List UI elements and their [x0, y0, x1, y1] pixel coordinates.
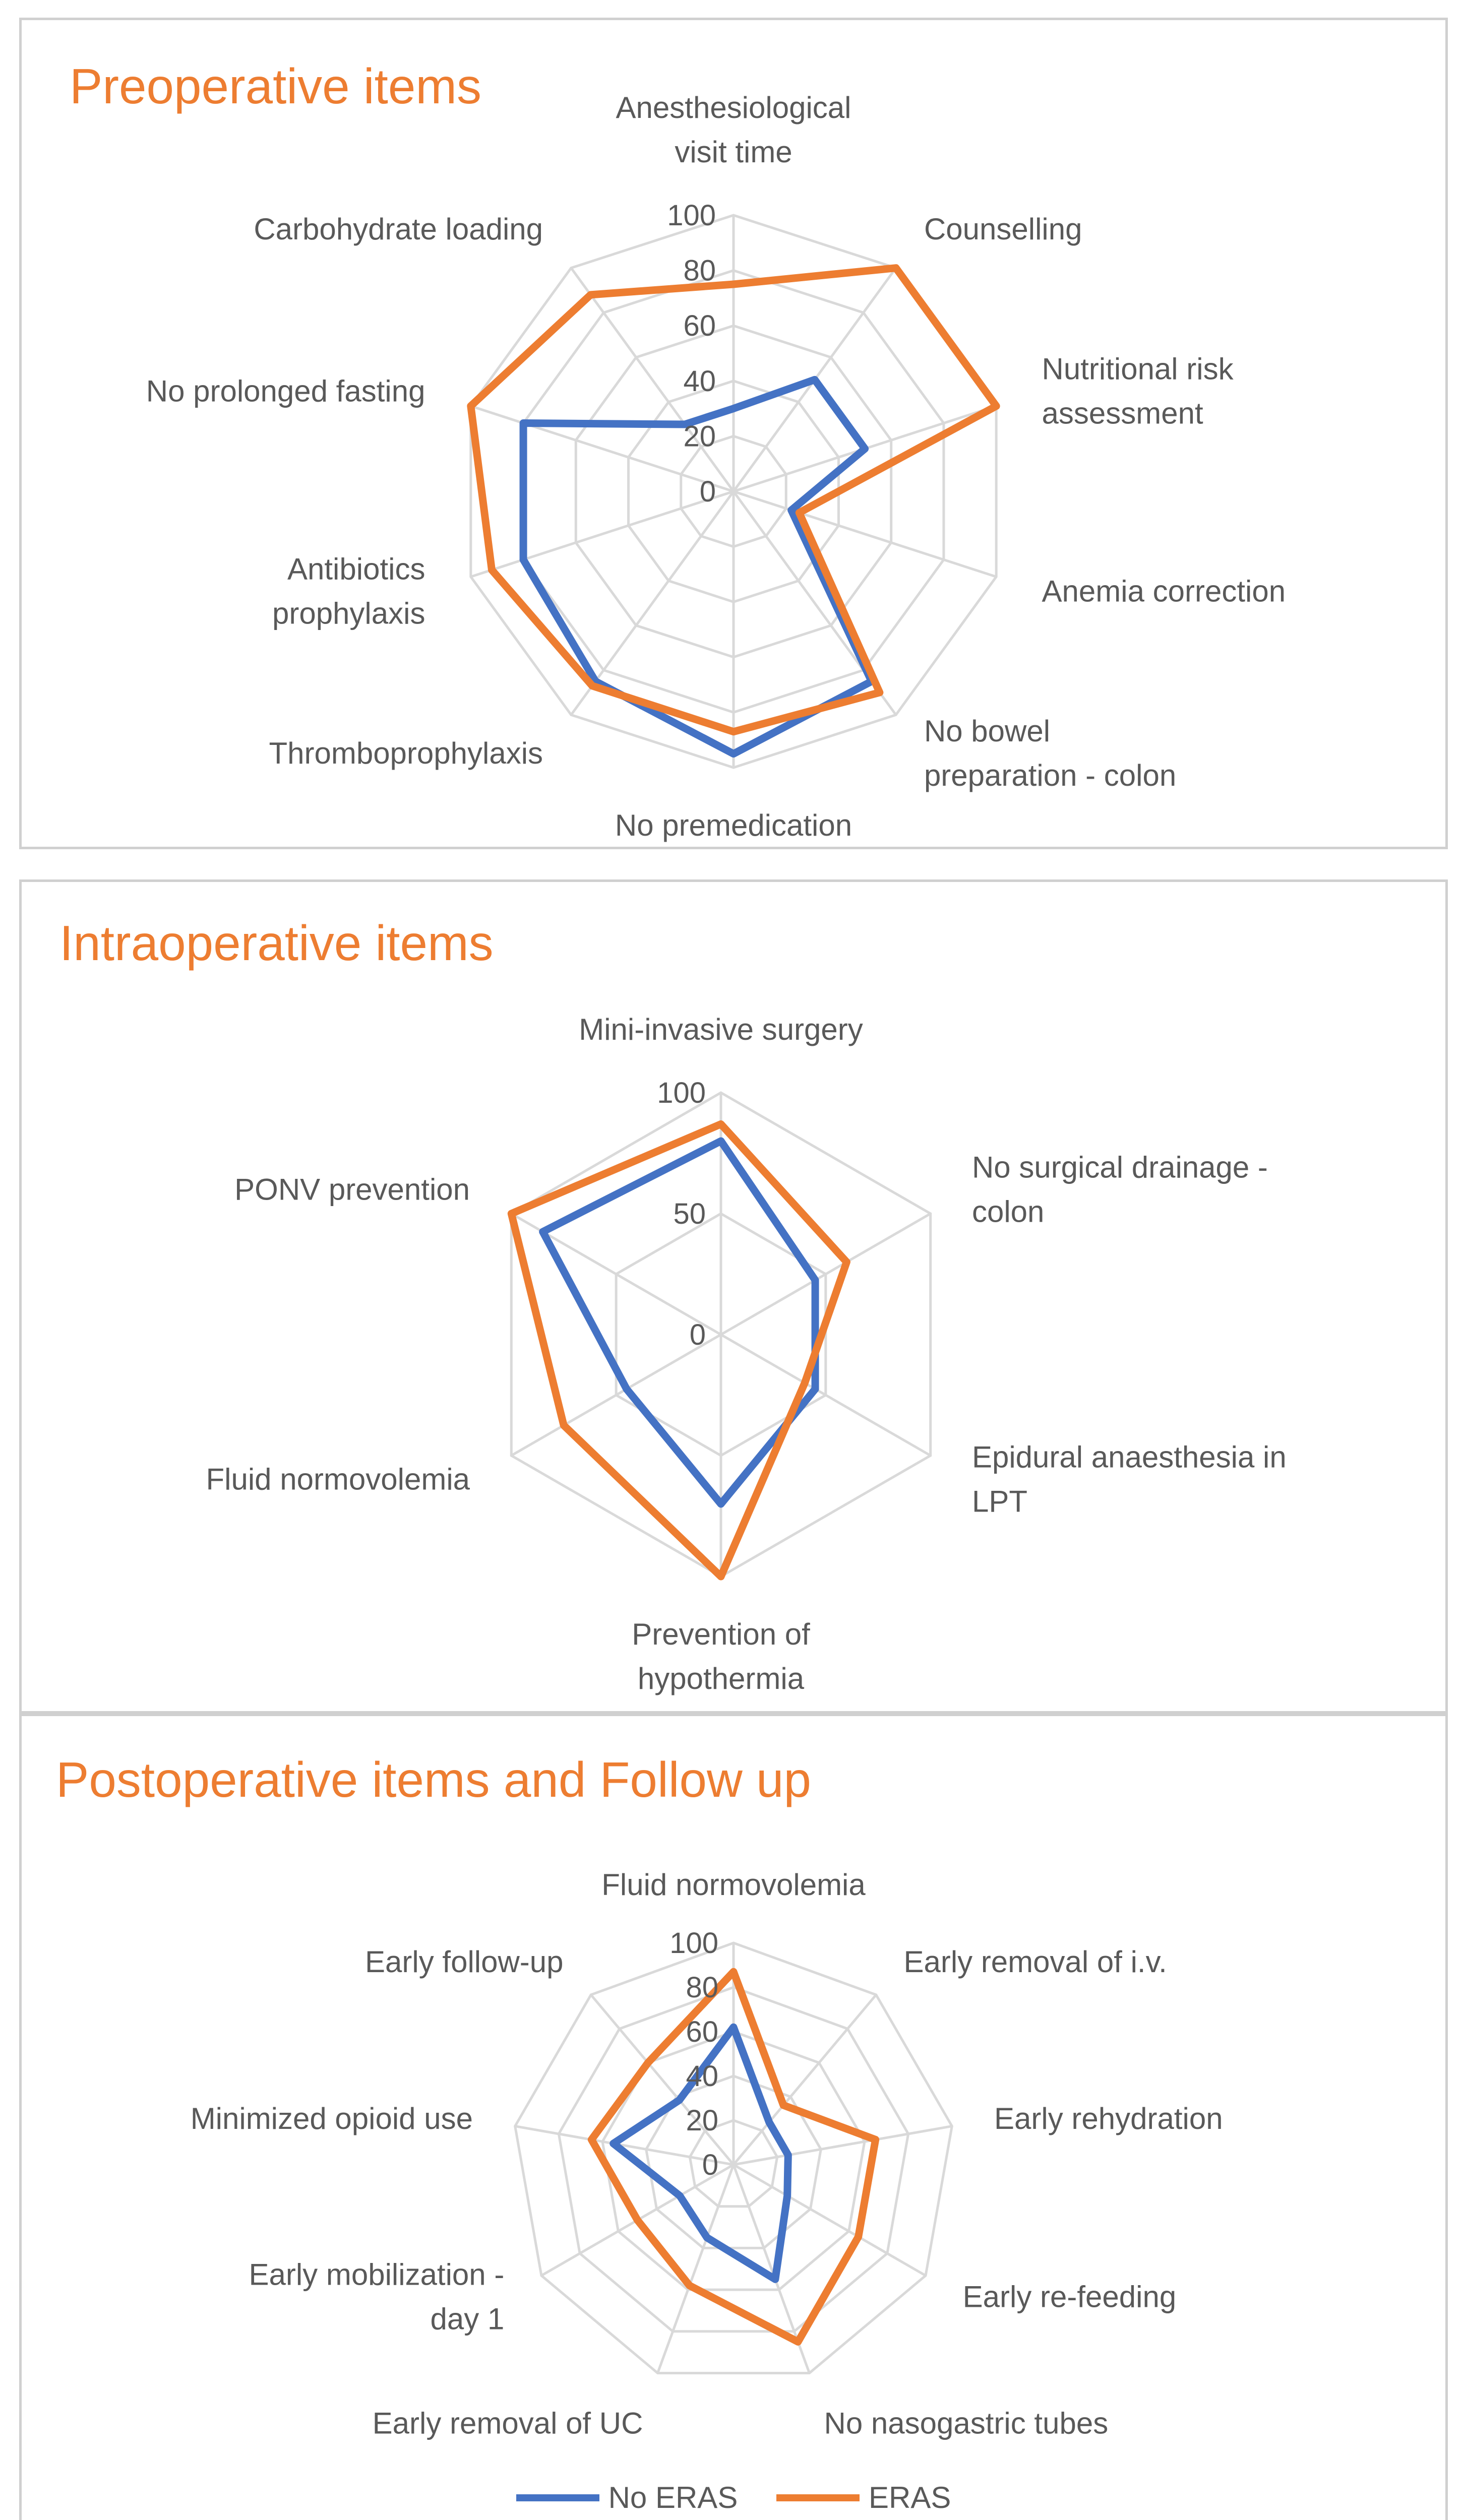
intraoperative-radar-chart [22, 882, 1450, 1716]
category-label-line: PONV prevention [234, 1172, 470, 1207]
tick-label: 60 [686, 2015, 718, 2048]
category-label-fluid-normovolemia [206, 1463, 470, 1496]
category-label-early-removal-of-i-v [903, 1945, 1167, 1979]
category-label-line: Anemia correction [1042, 574, 1286, 608]
category-label-line: hypothermia [637, 1662, 805, 1695]
tick-label: 40 [683, 364, 716, 398]
category-label-early-rehydration [994, 2102, 1223, 2135]
postoperative-panel [19, 1714, 1448, 2520]
grid-spoke [734, 491, 996, 577]
category-label-no-premedication [615, 808, 852, 842]
legend-item-eras [776, 2480, 951, 2515]
grid-spoke [734, 2126, 952, 2165]
tick-label: 100 [667, 199, 716, 232]
category-label-anesthesiological-visit-time [616, 91, 851, 169]
intraoperative-title: Intraoperative items [59, 915, 494, 971]
grid-spoke [734, 2165, 926, 2276]
category-label-line: LPT [971, 1484, 1028, 1519]
category-label-line: Early removal of UC [372, 2406, 643, 2440]
legend-label-eras: ERAS [869, 2481, 951, 2514]
category-label-counselling [924, 212, 1082, 246]
category-label-anemia-correction [1042, 575, 1286, 608]
category-label-nutritional-risk-assessment [1042, 352, 1234, 430]
category-label-line: No prolonged fasting [146, 374, 425, 408]
category-label-no-nasogastric-tubes [824, 2406, 1109, 2440]
category-label-line: assessment [1042, 396, 1203, 430]
tick-label: 20 [686, 2104, 718, 2137]
category-label-minimized-opioid-use [191, 2102, 473, 2135]
category-label-line: Nutritional risk [1042, 352, 1234, 386]
tick-label: 80 [686, 1971, 718, 2004]
tick-label: 0 [702, 2149, 718, 2181]
category-label-line: Early mobilization - [249, 2257, 505, 2292]
category-label-line: Minimized opioid use [190, 2101, 473, 2135]
category-label-antibiotics-prophylaxis [272, 552, 425, 631]
category-label-line: Early removal of i.v. [903, 1944, 1167, 1979]
category-label-no-surgical-drainage-colon [972, 1151, 1268, 1229]
preoperative-panel [19, 18, 1448, 849]
category-label-line: Thromboprophylaxis [269, 736, 543, 771]
category-label-line: No bowel [924, 714, 1051, 748]
category-label-carbohydrate-loading [254, 212, 543, 246]
category-label-thromboprophylaxis [269, 736, 543, 770]
tick-label: 100 [657, 1077, 706, 1109]
category-label-prevention-of-hypothermia [632, 1617, 810, 1695]
category-label-line: Counselling [924, 212, 1082, 246]
series-eras [511, 1124, 846, 1577]
legend-item-no-eras [516, 2480, 738, 2515]
category-label-line: Antibiotics [287, 552, 425, 586]
category-label-line: No surgical drainage - [971, 1150, 1268, 1184]
category-label-no-prolonged-fasting [146, 374, 425, 408]
category-label-line: preparation - colon [924, 759, 1177, 793]
category-label-line: Epidural anaesthesia in [971, 1440, 1287, 1474]
grid-spoke [658, 2165, 734, 2373]
category-label-ponv-prevention [234, 1173, 470, 1207]
tick-label: 100 [669, 1927, 718, 1960]
tick-label: 50 [673, 1198, 706, 1230]
tick-label: 0 [699, 475, 716, 508]
category-label-line: No premedication [615, 808, 852, 842]
category-label-line: Early re-feeding [962, 2280, 1177, 2314]
category-label-line: Fluid normovolemia [601, 1868, 866, 1902]
legend-label-no-eras: No ERAS [608, 2481, 738, 2514]
postoperative-title: Postoperative items and Follow up [56, 1752, 811, 1807]
category-label-line: Mini-invasive surgery [579, 1013, 863, 1046]
legend-swatch-eras [776, 2494, 860, 2501]
category-label-line: Early rehydration [994, 2101, 1223, 2135]
category-label-line: Carbohydrate loading [254, 212, 543, 246]
category-label-line: No nasogastric tubes [824, 2406, 1109, 2440]
category-label-early-follow-up [365, 1945, 564, 1979]
preoperative-radar-chart [22, 20, 1450, 852]
preoperative-title: Preoperative items [70, 58, 482, 114]
category-label-line: prophylaxis [272, 596, 425, 631]
category-label-line: visit time [675, 135, 792, 169]
category-label-early-mobilization-day-1 [249, 2258, 504, 2336]
category-label-early-re-feeding [963, 2280, 1177, 2314]
tick-label: 80 [683, 254, 716, 287]
grid-spoke [471, 491, 734, 577]
category-label-epidural-anaesthesia-in-lpt [972, 1440, 1287, 1519]
tick-label: 0 [689, 1318, 706, 1351]
category-label-mini-invasive-surgery [579, 1013, 863, 1046]
category-label-early-removal-of-uc [373, 2406, 643, 2440]
category-label-line: Prevention of [632, 1617, 810, 1651]
category-label-line: colon [971, 1194, 1045, 1229]
chart-legend [22, 2474, 1445, 2515]
category-label-line: Early follow-up [365, 1944, 564, 1979]
category-label-line: Anesthesiological [616, 91, 851, 124]
category-label-line: Fluid normovolemia [206, 1462, 470, 1496]
category-label-fluid-normovolemia [601, 1868, 866, 1902]
tick-label: 20 [683, 420, 716, 453]
legend-swatch-no-eras [516, 2494, 599, 2501]
postoperative-radar-chart [22, 1716, 1450, 2520]
category-label-no-bowel-preparation-colon [924, 714, 1176, 792]
tick-label: 40 [686, 2060, 718, 2093]
intraoperative-panel [19, 879, 1448, 1714]
tick-label: 60 [683, 309, 716, 343]
category-label-line: day 1 [430, 2302, 505, 2336]
